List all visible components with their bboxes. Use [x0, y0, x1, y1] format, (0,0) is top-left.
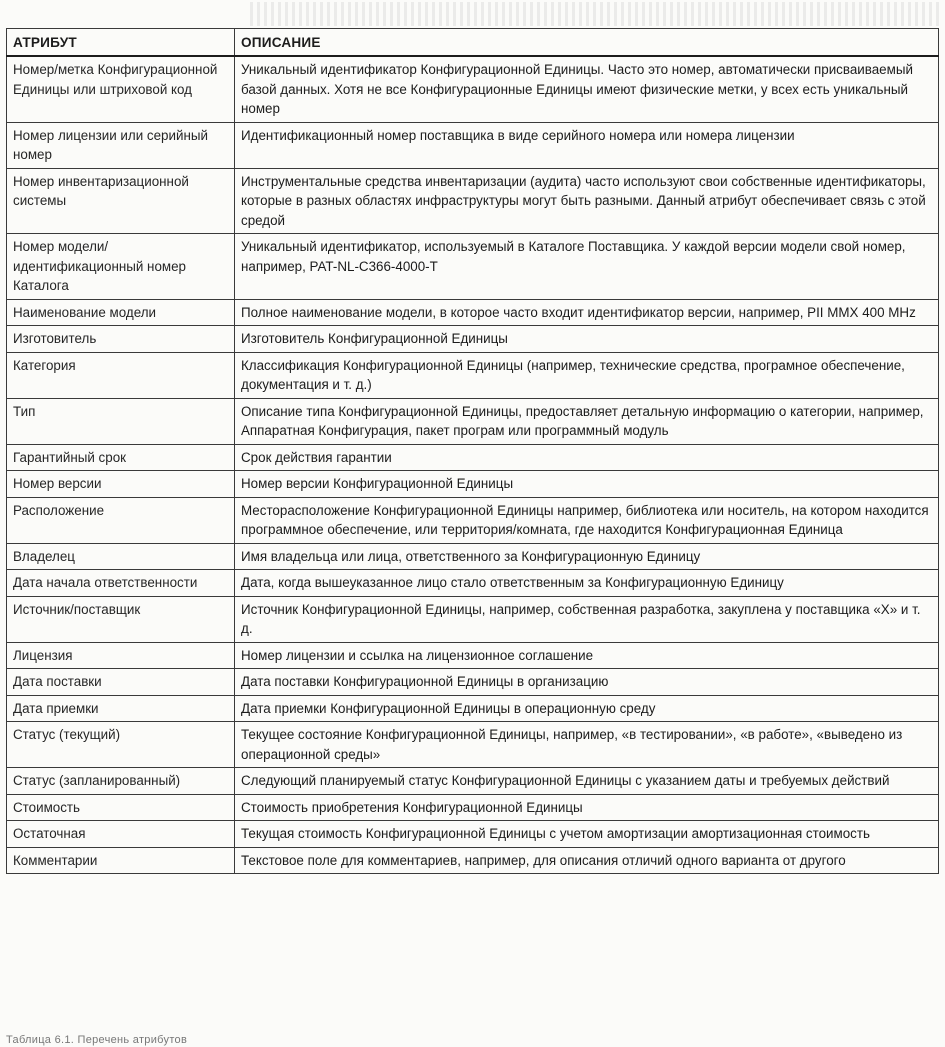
attribute-cell: Комментарии	[7, 847, 235, 874]
table-row	[7, 821, 939, 848]
description-cell: Текстовое поле для комментариев, например, для описания отличий одного варианта от другого	[235, 847, 939, 874]
description-cell: Классификация Конфигурационной Единицы (например, технические средства, програмное обеспечение, документация и т. д.)	[235, 352, 939, 398]
table-row	[7, 642, 939, 669]
bleed-through-text	[250, 2, 940, 26]
attributes-table	[6, 28, 939, 874]
description-cell: Полное наименование модели, в которое часто входит идентификатор версии, например, PII MMX 400 MHz	[235, 299, 939, 326]
attribute-cell: Номер/метка Конфигурационной Единицы или штриховой код	[7, 56, 235, 122]
table-row	[7, 695, 939, 722]
table-row	[7, 768, 939, 795]
attribute-cell: Статус (текущий)	[7, 722, 235, 768]
attribute-cell: Категория	[7, 352, 235, 398]
table-row	[7, 299, 939, 326]
table-caption: Таблица 6.1. Перечень атрибутов	[6, 1034, 188, 1046]
table-body	[7, 56, 939, 874]
attribute-cell: Дата начала ответственности	[7, 570, 235, 597]
description-cell: Номер лицензии и ссылка на лицензионное соглашение	[235, 642, 939, 669]
attribute-cell: Источник/поставщик	[7, 596, 235, 642]
description-cell: Изготовитель Конфигурационной Единицы	[235, 326, 939, 353]
table-row	[7, 234, 939, 300]
attribute-cell: Владелец	[7, 543, 235, 570]
header-attribute: АТРИБУТ	[7, 29, 235, 57]
description-cell: Дата поставки Конфигурационной Единицы в организацию	[235, 669, 939, 696]
attribute-cell: Номер модели/ идентификационный номер Каталога	[7, 234, 235, 300]
attribute-cell: Наименование модели	[7, 299, 235, 326]
table-row	[7, 596, 939, 642]
description-cell: Уникальный идентификатор, используемый в Каталоге Поставщика. У каждой версии модели свой номер, например, PAT-NL-C366-4000-T	[235, 234, 939, 300]
attribute-cell: Тип	[7, 398, 235, 444]
table-row	[7, 352, 939, 398]
table-row	[7, 122, 939, 168]
description-cell: Дата, когда вышеуказанное лицо стало ответственным за Конфигурационную Единицу	[235, 570, 939, 597]
attribute-cell: Изготовитель	[7, 326, 235, 353]
description-cell: Месторасположение Конфигурационной Единицы например, библиотека или носитель, на котором находится программное обеспечение, или территория/комната, где находится Конфигурационная Единица	[235, 497, 939, 543]
table-header-row	[7, 29, 939, 57]
description-cell: Описание типа Конфигурационной Единицы, предоставляет детальную информацию о категории, например, Аппаратная Конфигурация, пакет програм или программный модуль	[235, 398, 939, 444]
table-row	[7, 398, 939, 444]
description-cell: Идентификационный номер поставщика в виде серийного номера или номера лицензии	[235, 122, 939, 168]
header-description: ОПИСАНИЕ	[235, 29, 939, 57]
description-cell: Номер версии Конфигурационной Единицы	[235, 471, 939, 498]
attribute-cell: Номер версии	[7, 471, 235, 498]
attribute-cell: Статус (запланированный)	[7, 768, 235, 795]
description-cell: Следующий планируемый статус Конфигурационной Единицы с указанием даты и требуемых действий	[235, 768, 939, 795]
table-row	[7, 471, 939, 498]
description-cell: Текущее состояние Конфигурационной Единицы, например, «в тестировании», «в работе», «выведено из операционной среды»	[235, 722, 939, 768]
table-row	[7, 168, 939, 234]
attribute-cell: Номер инвентаризационной системы	[7, 168, 235, 234]
attribute-cell: Гарантийный срок	[7, 444, 235, 471]
table-row	[7, 669, 939, 696]
table-row	[7, 722, 939, 768]
table-row	[7, 56, 939, 122]
attribute-cell: Дата поставки	[7, 669, 235, 696]
attribute-cell: Расположение	[7, 497, 235, 543]
table-row	[7, 444, 939, 471]
description-cell: Инструментальные средства инвентаризации (аудита) часто используют свои собственные идентификаторы, которые в разных областях инфраструктуры могут быть разными. Данный атрибут обеспечивает связь с этой средой	[235, 168, 939, 234]
description-cell: Стоимость приобретения Конфигурационной Единицы	[235, 794, 939, 821]
description-cell: Срок действия гарантии	[235, 444, 939, 471]
table-row	[7, 847, 939, 874]
description-cell: Уникальный идентификатор Конфигурационной Единицы. Часто это номер, автоматически присваиваемый базой данных. Хотя не все Конфигурационные Единицы имеют физические метки, у всех есть уникальный номер	[235, 56, 939, 122]
attribute-cell: Остаточная	[7, 821, 235, 848]
attribute-cell: Номер лицензии или серийный номер	[7, 122, 235, 168]
attribute-cell: Лицензия	[7, 642, 235, 669]
table-row	[7, 570, 939, 597]
description-cell: Дата приемки Конфигурационной Единицы в операционную среду	[235, 695, 939, 722]
attribute-cell: Стоимость	[7, 794, 235, 821]
description-cell: Имя владельца или лица, ответственного за Конфигурационную Единицу	[235, 543, 939, 570]
table-row	[7, 497, 939, 543]
table-row	[7, 543, 939, 570]
description-cell: Текущая стоимость Конфигурационной Единицы с учетом амортизации амортизационная стоимость	[235, 821, 939, 848]
description-cell: Источник Конфигурационной Единицы, например, собственная разработка, закуплена у поставщика «Х» и т. д.	[235, 596, 939, 642]
table-row	[7, 794, 939, 821]
attribute-cell: Дата приемки	[7, 695, 235, 722]
table-row	[7, 326, 939, 353]
